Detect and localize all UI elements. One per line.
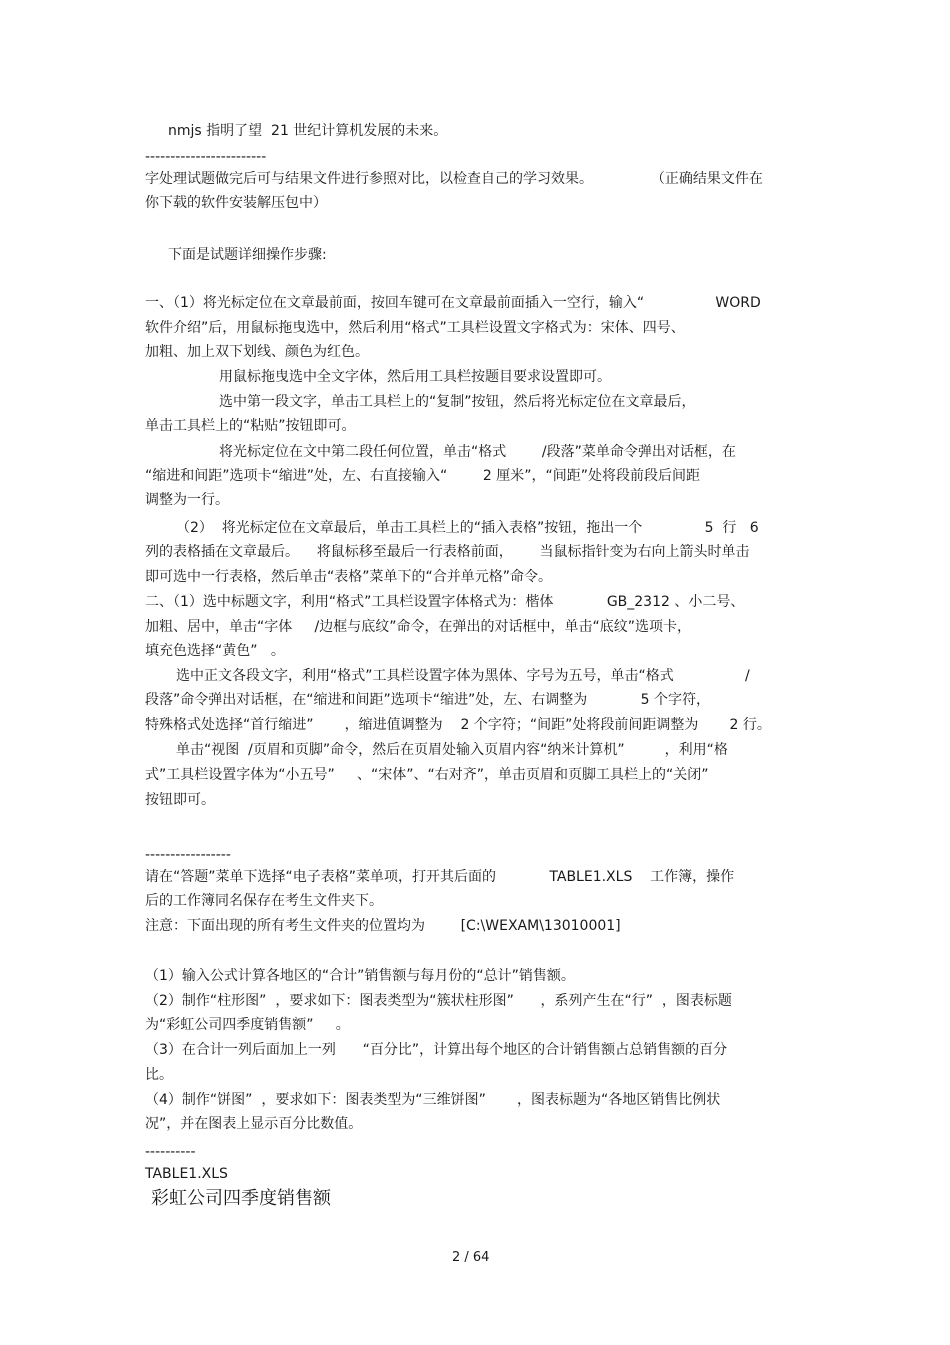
separator-line: ---------- [145,1144,196,1160]
page-number: 2 / 64 [452,1250,490,1265]
text-line: 注意：下面出现的所有考生文件夹的位置均为 [C:\WEXAM\13010001] [145,918,621,934]
text-line: 调整为一行。 [145,492,229,508]
text-line: 为“彩虹公司四季度销售额” 。 [145,1017,350,1033]
text-line: （2） 将光标定位在文章最后，单击工具栏上的“插入表格”按钮，拖出一个 5 行 6 [176,520,759,536]
text-line: 请在“答题”菜单下选择“电子表格”菜单项，打开其后面的 TABLE1.XLS 工作簿，操作 [145,869,735,885]
text-line: nmjs 指明了望 21 世纪计算机发展的未来。 [168,123,448,139]
separator-line: ------------------------ [145,149,267,165]
text-line: （3）在合计一列后面加上一列 “百分比”，计算出每个地区的合计销售额占总销售额的百分 [145,1042,728,1058]
table-title: 彩虹公司四季度销售额 [151,1188,331,1209]
text-line: 单击工具栏上的“粘贴”按钮即可。 [145,418,356,434]
text-line: 比。 [145,1067,173,1083]
text-line: 二、（1）选中标题文字，利用“格式”工具栏设置字体格式为：楷体 GB_2312 、小二号、 [145,594,745,610]
text-line: 即可选中一行表格，然后单击“表格”菜单下的“合并单元格”命令。 [145,569,553,585]
text-line: 段落”命令弹出对话框，在“缩进和间距”选项卡“缩进”处，左、右调整为 5 个字符， [145,692,711,708]
text-line: （2）制作“柱形图” ，要求如下：图表类型为“簇状柱形图” ，系列产生在“行” ，图表标题 [145,993,732,1009]
separator-line: ----------------- [145,847,231,863]
text-line: 列的表格插在文章最后。 将鼠标移至最后一行表格前面， 当鼠标指针变为右向上箭头时单击 [145,544,750,560]
text-line: 你下载的软件安装解压包中） [145,195,327,211]
text-line: 后的工作簿同名保存在考生文件夹下。 [145,893,383,909]
text-line: 下面是试题详细操作步骤: [168,247,327,263]
text-line: 况”，并在图表上显示百分比数值。 [145,1116,363,1132]
text-line: 字处理试题做完后可与结果文件进行参照对比，以检查自己的学习效果。 （正确结果文件在 [145,171,763,187]
text-line: 选中正文各段文字，利用“格式”工具栏设置字体为黑体、字号为五号，单击“格式 / [176,668,750,684]
text-line: 加粗、加上双下划线、颜色为红色。 [145,344,369,360]
text-line: 将光标定位在文中第二段任何位置，单击“格式 /段落”菜单命令弹出对话框，在 [219,444,736,460]
text-line: “缩进和间距”选项卡“缩进”处，左、右直接输入“ 2 厘米”，“间距”处将段前段后间距 [145,468,700,484]
text-line: 软件介绍”后，用鼠标拖曳选中，然后利用“格式”工具栏设置文字格式为：宋体、四号、 [145,320,685,336]
text-line: 一、（1）将光标定位在文章最前面，按回车键可在文章最前面插入一空行，输入“ WORD [145,295,761,311]
text-line: 按钮即可。 [145,792,215,808]
text-line: （4）制作“饼图” ，要求如下：图表类型为“三维饼图” ，图表标题为“各地区销售比例状 [145,1092,721,1108]
text-line: 单击“视图 /页眉和页脚”命令，然后在页眉处输入页眉内容“纳米计算机” ，利用“格 [176,742,728,758]
text-line: TABLE1.XLS [145,1166,228,1182]
text-line: 填充色选择“黄色” 。 [145,643,285,659]
text-line: 特殊格式处选择“首行缩进” ，缩进值调整为 2 个字符；“间距”处将段前间距调整为 2 行。 [145,717,771,733]
text-line: （1）输入公式计算各地区的“合计”销售额与每月份的“总计”销售额。 [145,968,575,984]
text-line: 用鼠标拖曳选中全文字体，然后用工具栏按题目要求设置即可。 [219,369,611,385]
text-line: 选中第一段文字，单击工具栏上的“复制”按钮，然后将光标定位在文章最后， [219,394,696,410]
text-line: 式”工具栏设置字体为“小五号” 、“宋体”、“右对齐”，单击页眉和页脚工具栏上的“关闭” [145,767,709,783]
text-line: 加粗、居中，单击“字体 /边框与底纹”命令，在弹出的对话框中，单击“底纹”选项卡， [145,619,691,635]
